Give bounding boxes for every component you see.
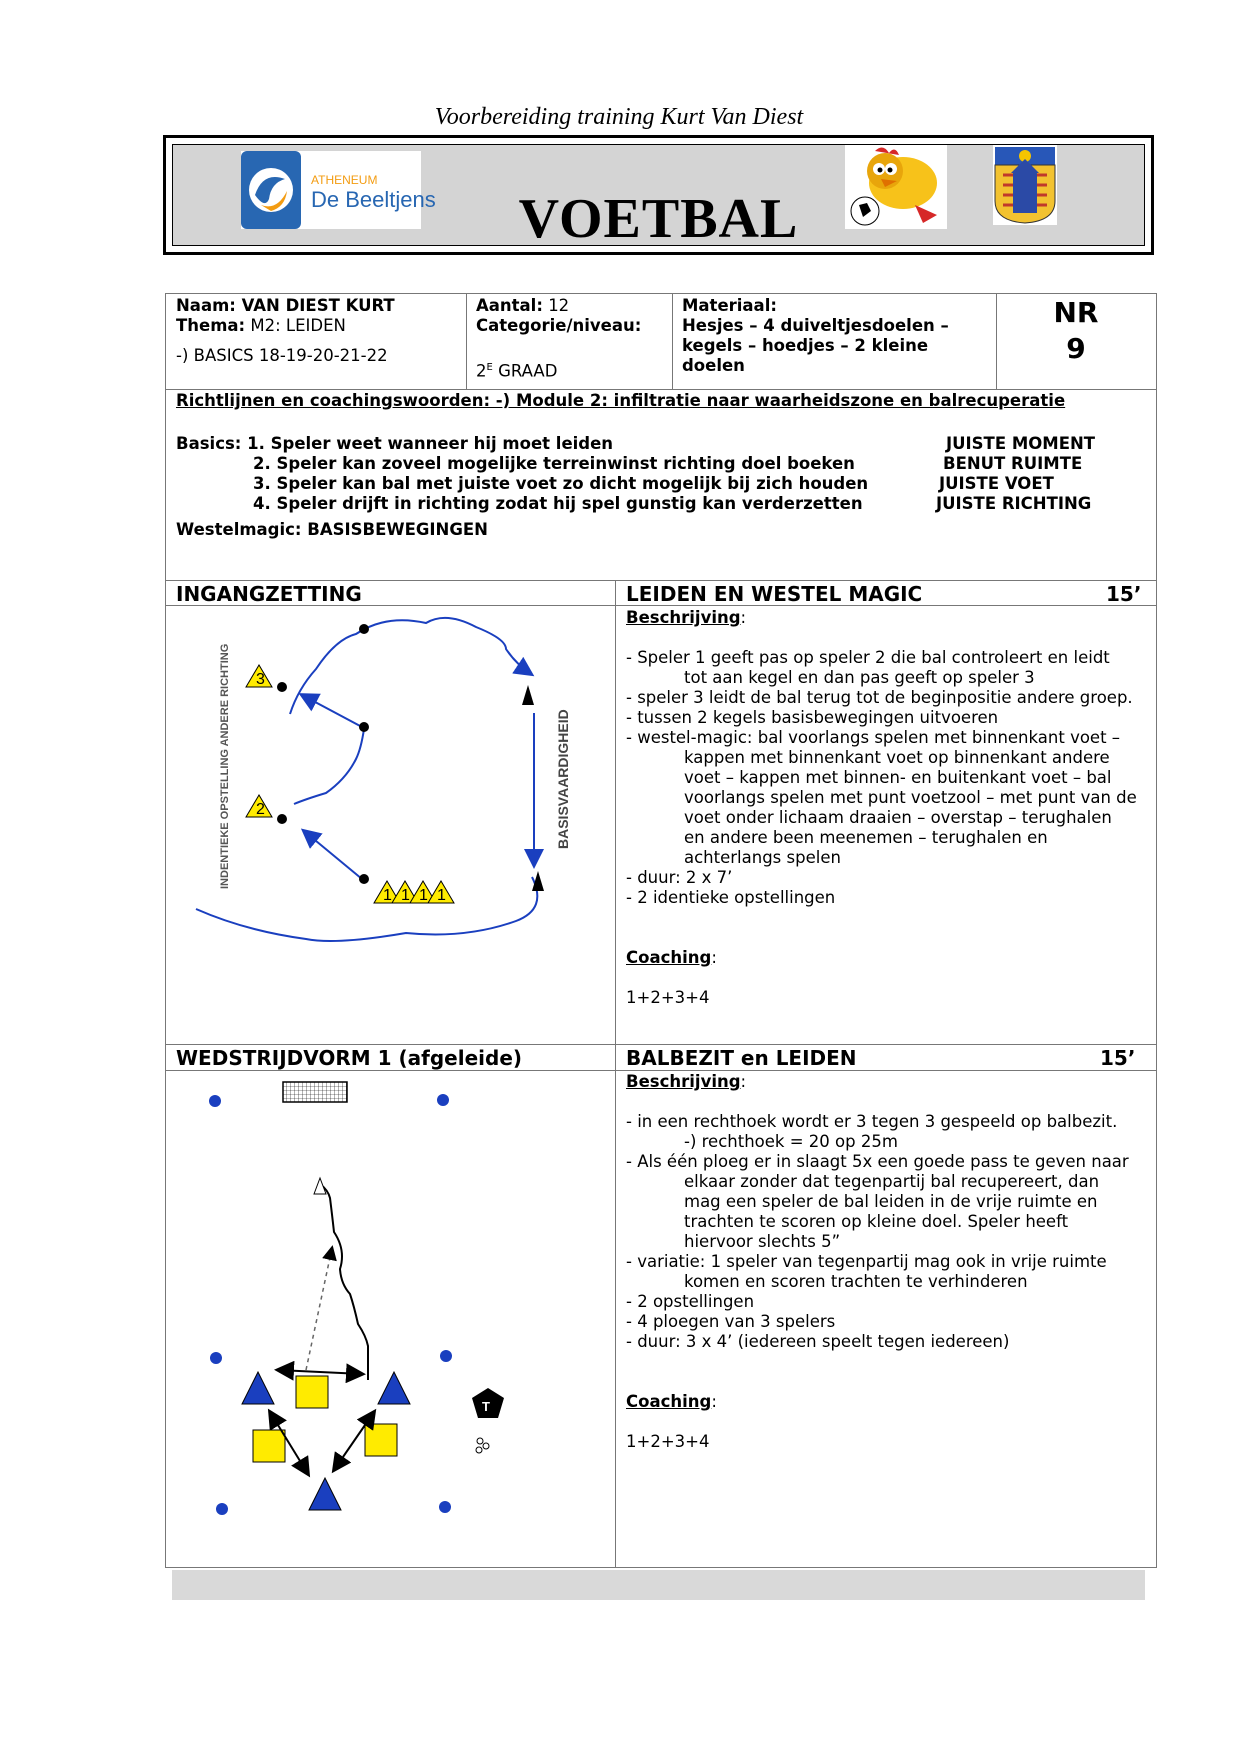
identical-setup-label: INDENTIEKE OPSTELLING ANDERE RICHTING [219, 643, 231, 889]
small-goal [283, 1082, 347, 1102]
yellow-player [253, 1430, 285, 1462]
description-line: - Speler 1 geeft pas op speler 2 die bal controleert en leidt [626, 648, 1110, 667]
description-line: komen en scoren trachten te verhinderen [684, 1272, 1028, 1291]
section1-description [626, 608, 1146, 1008]
cone-dot [359, 722, 369, 732]
thema-label: Thema: [176, 316, 246, 335]
section1-lines [626, 648, 1146, 908]
coaching-value: 1+2+3+4 [626, 1432, 710, 1451]
description-line: kappen met binnenkant voet op binnenkant andere [684, 748, 1110, 767]
coaching-value: 1+2+3+4 [626, 988, 710, 1007]
basic-skill-label: BASISVAARDIGHEID [555, 709, 571, 849]
description-line: hiervoor slechts 5” [684, 1232, 841, 1251]
guidelines-heading: Richtlijnen en coachingswoorden: -) Module 2: infiltratie naar waarheidszone en balrecuperatie [176, 391, 1066, 410]
mascot-logo [845, 145, 947, 229]
player-3 [246, 665, 272, 688]
yellow-player [296, 1376, 328, 1408]
school-logo-line1: ATHENEUM [311, 173, 378, 187]
section1-left-title: INGANGZETTING [176, 582, 362, 606]
field-marker [216, 1503, 228, 1515]
description-line: en andere been meenemen – terughalen en [684, 828, 1048, 847]
field-marker [439, 1501, 451, 1513]
section2-lines [626, 1112, 1146, 1352]
section2-left-title: WEDSTRIJDVORM 1 (afgeleide) [176, 1046, 523, 1070]
beschrijving-label: Beschrijving [626, 1072, 741, 1091]
categorie-label: Categorie/niveau: [476, 316, 642, 335]
graad-sup: E [486, 362, 493, 373]
nr-label: NR [1053, 296, 1099, 329]
description-line: - westel-magic: bal voorlangs spelen met binnenkant voet – [626, 728, 1121, 747]
cone-dot [277, 814, 287, 824]
row-divider [166, 1044, 1156, 1045]
description-line: - duur: 3 x 4’ (iedereen speelt tegen iedereen) [626, 1332, 1010, 1351]
player-label-3: 3 [256, 671, 265, 688]
banner-inner [172, 144, 1145, 250]
description-line: mag een speler de bal leiden in de vrije ruimte en [684, 1192, 1098, 1211]
description-line: voorlangs spelen met punt voetzool – met punt van de [684, 788, 1137, 807]
section1-right-title: LEIDEN EN WESTEL MAGIC [626, 582, 923, 606]
player-2 [246, 795, 272, 818]
player-1d [428, 881, 454, 904]
dribble-path-top [290, 618, 531, 714]
section1-duration: 15’ [1106, 582, 1142, 606]
description-line: achterlangs spelen [684, 848, 841, 867]
description-line: elkaar zonder dat tegenpartij bal recupereert, dan [684, 1172, 1100, 1191]
description-line: -) rechthoek = 20 op 25m [684, 1132, 898, 1151]
ball-icon [483, 1443, 489, 1449]
field-marker [440, 1350, 452, 1362]
footer-bar [172, 1570, 1145, 1600]
thema-field [176, 316, 346, 336]
trainer-label: T [482, 1399, 490, 1414]
description-line: voet onder lichaam draaien – overstap – terughalen [684, 808, 1112, 827]
kegel-icon [522, 685, 534, 705]
col-divider [466, 294, 467, 389]
basic-tag-4: JUISTE RICHTING [936, 494, 1092, 513]
westelmagic-line: Westelmagic: BASISBEWEGINGEN [176, 520, 488, 539]
field-marker [437, 1094, 449, 1106]
goal-arrow [314, 1178, 326, 1194]
player-label-1: 1 [437, 887, 446, 904]
description-line: - tussen 2 kegels basisbewegingen uitvoeren [626, 708, 999, 727]
coaching-label: Coaching [626, 948, 712, 967]
coaching-heading: Coaching: [626, 948, 717, 967]
player-label-1: 1 [401, 887, 410, 904]
col-divider [615, 580, 616, 1568]
basic-tag-3: JUISTE VOET [939, 474, 1054, 493]
description-line: trachten te scoren op kleine doel. Speler heeft [684, 1212, 1069, 1231]
basic-item-2: 2. Speler kan zoveel mogelijke terreinwinst richting doel boeken [253, 454, 855, 473]
dribble-path-bottom [196, 877, 537, 941]
description-line: - duur: 2 x 7’ [626, 868, 733, 887]
graad-number: 2 [476, 361, 487, 381]
graad-value [476, 358, 557, 382]
section1-diagram [186, 609, 606, 1019]
cone-dot [277, 682, 287, 692]
section2-duration: 15’ [1100, 1046, 1136, 1070]
graad-word: GRAAD [498, 361, 558, 381]
ball-icon [477, 1438, 483, 1444]
field-marker [209, 1095, 221, 1107]
blue-player [309, 1478, 341, 1510]
section2-right-title: BALBEZIT en LEIDEN [626, 1046, 857, 1070]
description-line: - 2 opstellingen [626, 1292, 755, 1311]
row-divider [166, 389, 1156, 390]
section2-diagram [186, 1074, 606, 1564]
cone-dot [359, 874, 369, 884]
yellow-player [365, 1424, 397, 1456]
basic-tag-1: JUISTE MOMENT [946, 434, 1096, 453]
school-logo-line2: De Beeltjens [311, 187, 436, 212]
field-marker [210, 1352, 222, 1364]
col-divider [672, 294, 673, 389]
basics-line: -) BASICS 18-19-20-21-22 [176, 346, 388, 365]
description-line: - 2 identieke opstellingen [626, 888, 836, 907]
lesson-table [165, 293, 1157, 1568]
pass-arrow [278, 1370, 362, 1374]
aantal-label: Aantal: [476, 296, 543, 315]
description-line: - Als één ploeg er in slaagt 5x een goede pass te geven naar [626, 1152, 1129, 1171]
ball-icon [476, 1447, 482, 1453]
beschrijving-heading: Beschrijving: [626, 1072, 747, 1091]
nr-value: 9 [1066, 332, 1086, 365]
document-title: Voorbereiding training Kurt Van Diest [434, 104, 804, 130]
aantal-field [476, 296, 569, 316]
blue-player [378, 1372, 410, 1404]
basic-item-4: 4. Speler drijft in richting zodat hij spel gunstig kan verderzetten [253, 494, 863, 513]
description-line: tot aan kegel en dan pas geeft op speler 3 [684, 668, 1035, 687]
thema-value: M2: LEIDEN [250, 316, 346, 335]
player-label-1: 1 [383, 887, 392, 904]
description-line: - 4 ploegen van 3 spelers [626, 1312, 836, 1331]
city-crest-logo [993, 145, 1057, 225]
banner-title: VOETBAL [518, 188, 799, 250]
basic-tag-2: BENUT RUIMTE [943, 454, 1083, 473]
dribble-path-middle [294, 729, 364, 804]
crest-icon [993, 145, 1057, 225]
pass-line-3 [302, 695, 362, 727]
section2-description [626, 1072, 1146, 1452]
coaching-label: Coaching [626, 1392, 712, 1411]
beschrijving-heading: Beschrijving: [626, 608, 747, 627]
dashed-pass [306, 1248, 332, 1370]
player-label-2: 2 [256, 801, 265, 818]
description-line: - speler 3 leidt de bal terug tot de beginpositie andere groep. [626, 688, 1133, 707]
pass-line-2 [304, 831, 362, 879]
beschrijving-label: Beschrijving [626, 608, 741, 627]
cone-dot [359, 624, 369, 634]
row-divider [166, 1070, 1156, 1071]
description-line: - in een rechthoek wordt er 3 tegen 3 gespeeld op balbezit. [626, 1112, 1118, 1131]
player-label-1: 1 [419, 887, 428, 904]
coaching-heading: Coaching: [626, 1392, 717, 1411]
materiaal-line2: kegels – hoedjes – 2 kleine [682, 336, 929, 355]
trainer-icon [472, 1388, 504, 1418]
aantal-value: 12 [548, 296, 570, 315]
row-divider [166, 580, 1156, 581]
blue-player [242, 1372, 274, 1404]
rooster-mascot-icon [845, 145, 947, 229]
basic-item-3: 3. Speler kan bal met juiste voet zo dicht mogelijk bij zich houden [253, 474, 869, 493]
materiaal-line1: Hesjes – 4 duiveltjesdoelen – [682, 316, 949, 335]
description-line: - variatie: 1 speler van tegenpartij mag ook in vrije ruimte [626, 1252, 1107, 1271]
dribble-wavy-path [320, 1184, 368, 1380]
header-banner [163, 135, 1154, 255]
naam-field: Naam: VAN DIEST KURT [176, 296, 395, 315]
basic-item-1: Basics: 1. Speler weet wanneer hij moet leiden [176, 434, 614, 453]
materiaal-line3: doelen [682, 356, 745, 375]
description-line: voet – kappen met binnen- en buitenkant voet – bal [684, 768, 1112, 787]
materiaal-label: Materiaal: [682, 296, 777, 315]
